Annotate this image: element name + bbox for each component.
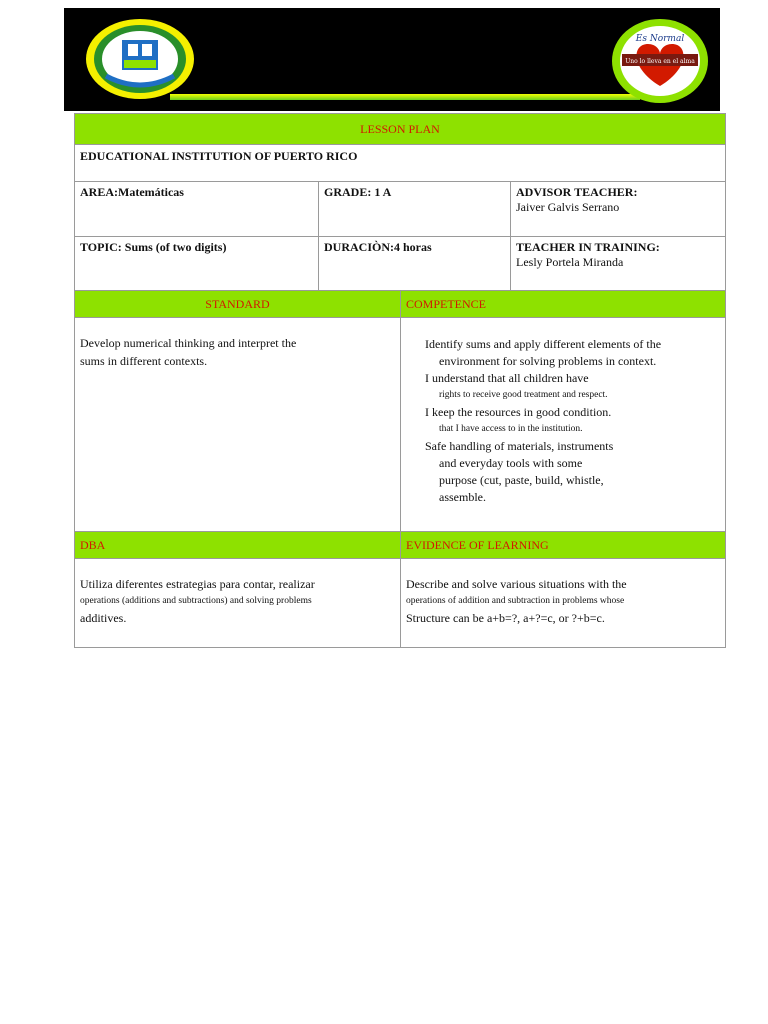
duration-field: DURACIÒN:4 horas bbox=[319, 237, 511, 291]
standard-line: Develop numerical thinking and interpret the bbox=[80, 336, 297, 350]
trainee-label: TEACHER IN TRAINING: bbox=[516, 240, 660, 254]
grade-field: GRADE: 1 A bbox=[319, 182, 511, 237]
logo-text-top: Es Normal bbox=[635, 34, 685, 44]
logo-text-ribbon: Uno lo lleva en el alma bbox=[625, 58, 695, 65]
competence-item-cont: rights to receive good treatment and respect. bbox=[439, 390, 608, 400]
competence-item-cont: purpose (cut, paste, build, whistle, bbox=[439, 473, 604, 487]
normal-school-logo bbox=[610, 16, 710, 106]
advisor-name: Jaiver Galvis Serrano bbox=[516, 200, 620, 214]
competence-item-cont: environment for solving problems in context. bbox=[439, 354, 657, 368]
topic-field: TOPIC: Sums (of two digits) bbox=[75, 237, 319, 291]
evidence-line: Structure can be a+b=?, a+?=c, or ?+b=c. bbox=[406, 611, 605, 625]
competence-item-cont: and everyday tools with some bbox=[439, 456, 583, 470]
competence-item: I keep the resources in good condition. bbox=[425, 405, 612, 419]
advisor-label: ADVISOR TEACHER: bbox=[516, 185, 638, 199]
dba-line: operations (additions and subtractions) and solving problems bbox=[80, 596, 312, 606]
trainee-name: Lesly Portela Miranda bbox=[516, 255, 624, 269]
competence-item-cont: assemble. bbox=[439, 490, 486, 504]
evidence-line: operations of addition and subtraction in problems whose bbox=[406, 596, 625, 606]
competence-heading: COMPETENCE bbox=[401, 291, 726, 318]
evidence-line: Describe and solve various situations with the bbox=[406, 577, 627, 591]
dba-heading: DBA bbox=[75, 532, 401, 559]
competence-list bbox=[401, 318, 726, 532]
advisor-cell bbox=[511, 182, 726, 237]
dba-text bbox=[75, 559, 401, 648]
institution-name: EDUCATIONAL INSTITUTION OF PUERTO RICO bbox=[75, 145, 726, 182]
trainee-cell bbox=[511, 237, 726, 291]
header-banner bbox=[64, 8, 720, 111]
dba-line: Utiliza diferentes estrategias para contar, realizar bbox=[80, 577, 315, 591]
school-emblem-logo bbox=[84, 16, 196, 102]
competence-item: Safe handling of materials, instruments bbox=[425, 439, 614, 453]
competence-item: I understand that all children have bbox=[425, 371, 589, 385]
standard-line: sums in different contexts. bbox=[80, 354, 208, 368]
area-field: AREA:Matemáticas bbox=[75, 182, 319, 237]
dba-line: additives. bbox=[80, 611, 127, 625]
lesson-plan-title: LESSON PLAN bbox=[75, 114, 726, 145]
evidence-text bbox=[401, 559, 726, 648]
competence-item: Identify sums and apply different elements of the bbox=[425, 337, 662, 351]
evidence-heading: EVIDENCE OF LEARNING bbox=[401, 532, 726, 559]
standard-heading: STANDARD bbox=[75, 291, 401, 318]
standard-text bbox=[75, 318, 401, 532]
header-stripe bbox=[170, 94, 640, 100]
competence-item-cont: that I have access to in the institution. bbox=[439, 424, 583, 434]
lesson-plan-table bbox=[74, 113, 726, 648]
